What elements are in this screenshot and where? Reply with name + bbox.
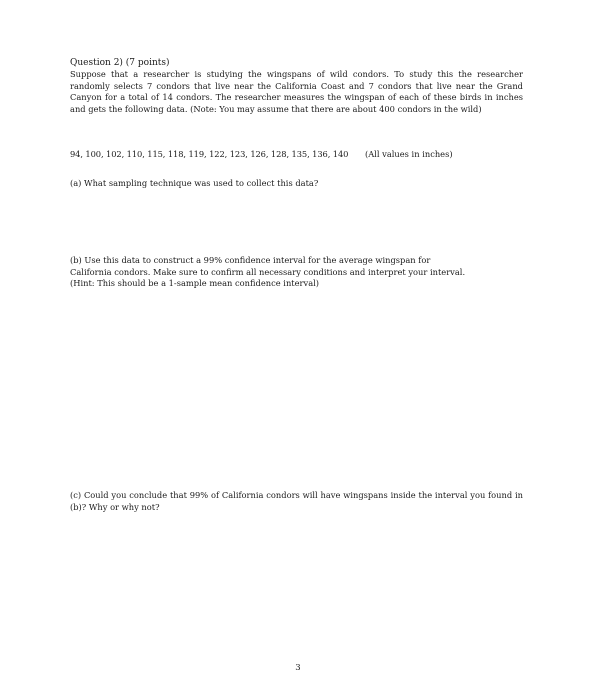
- part-b-line-2: California condors. Make sure to confirm all necessary conditions and interpret your interval.: [70, 266, 466, 277]
- part-a-question: (a) What sampling technique was used to collect this data?: [70, 178, 319, 188]
- data-units: (All values in inches): [364, 149, 453, 159]
- data-line: [70, 148, 530, 160]
- question-header: Question 2) (7 points): [70, 58, 170, 68]
- part-b-line-1: (b) Use this data to construct a 99% confidence interval for the average wingspan for: [70, 255, 431, 265]
- part-b-line-3: (Hint: This should be a 1-sample mean confidence interval): [70, 278, 320, 289]
- page-number: 3: [295, 663, 301, 673]
- question-body: Suppose that a researcher is studying the wingspans of wild condors. To study this the researcher randomly selects 7 condors that live near the California Coast and 7 condors that live near the Grand Canyon for a total of 14 condors. The researcher measures the wingspan of each of these birds in inches and gets the following data. (Note: You may assume that there are about 400 condors in the wild): [70, 69, 523, 114]
- part-c-question: (c) Could you conclude that 99% of California condors will have wingspans inside the interval you found in (b)? Why or why not?: [70, 490, 523, 512]
- part-b-question: [70, 255, 523, 290]
- data-values: 94, 100, 102, 110, 115, 118, 119, 122, 123, 126, 128, 135, 136, 140: [70, 149, 349, 159]
